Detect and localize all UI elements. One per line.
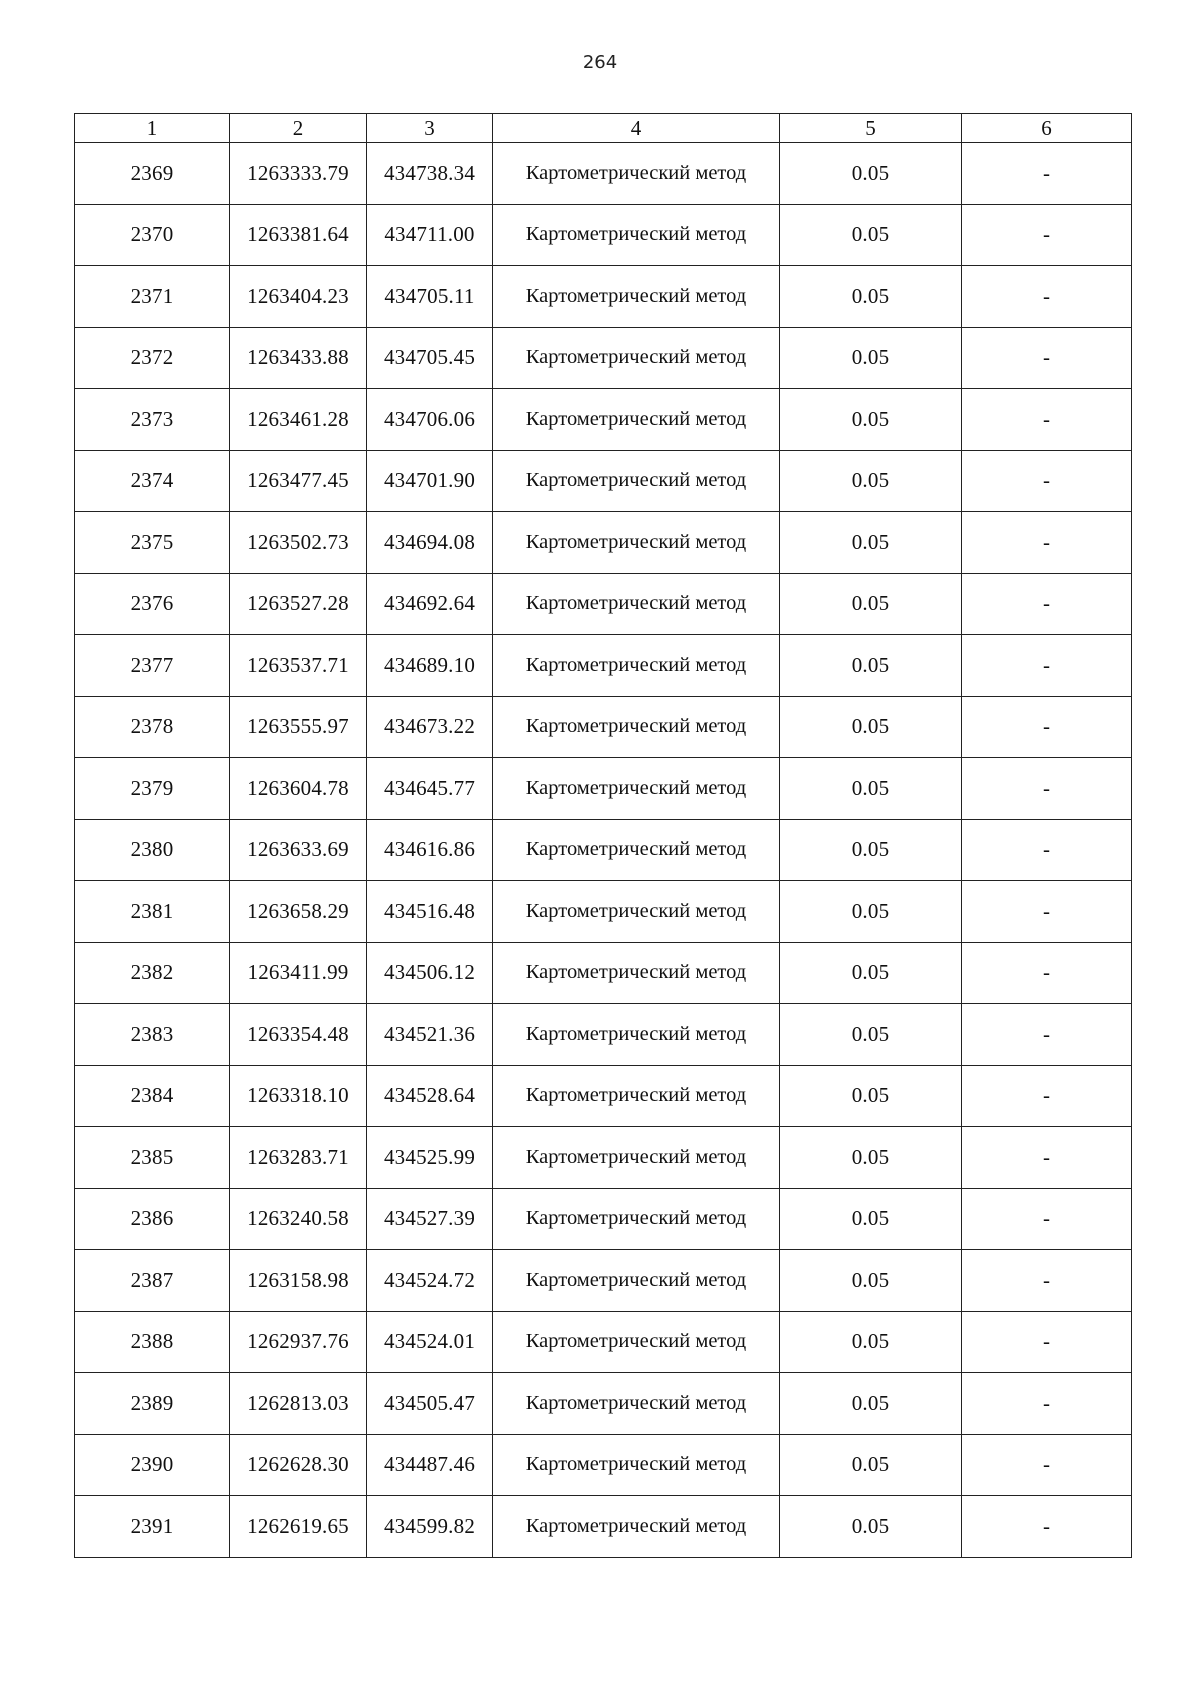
y-coordinate-cell: 434528.64 xyxy=(367,1065,493,1127)
accuracy-cell: 0.05 xyxy=(780,1250,962,1312)
page-number: 264 xyxy=(582,52,618,73)
x-coordinate-cell: 1263555.97 xyxy=(230,696,367,758)
note-cell: - xyxy=(962,204,1132,266)
x-coordinate-cell: 1263633.69 xyxy=(230,819,367,881)
x-coordinate-cell: 1262813.03 xyxy=(230,1373,367,1435)
point-number-cell: 2391 xyxy=(75,1496,230,1558)
table-row xyxy=(75,1496,1132,1558)
note-cell: - xyxy=(962,512,1132,574)
accuracy-cell: 0.05 xyxy=(780,1188,962,1250)
accuracy-cell: 0.05 xyxy=(780,573,962,635)
x-coordinate-cell: 1263333.79 xyxy=(230,143,367,205)
point-number-cell: 2376 xyxy=(75,573,230,635)
point-number-cell: 2387 xyxy=(75,1250,230,1312)
table-row xyxy=(75,819,1132,881)
y-coordinate-cell: 434521.36 xyxy=(367,1004,493,1066)
point-number-cell: 2382 xyxy=(75,942,230,1004)
x-coordinate-cell: 1262619.65 xyxy=(230,1496,367,1558)
x-coordinate-cell: 1263502.73 xyxy=(230,512,367,574)
method-cell: Картометрический метод xyxy=(493,696,780,758)
table-row xyxy=(75,1004,1132,1066)
table-row xyxy=(75,1311,1132,1373)
table-row xyxy=(75,450,1132,512)
accuracy-cell: 0.05 xyxy=(780,1434,962,1496)
accuracy-cell: 0.05 xyxy=(780,635,962,697)
table-row xyxy=(75,1127,1132,1189)
accuracy-cell: 0.05 xyxy=(780,327,962,389)
method-cell: Картометрический метод xyxy=(493,1250,780,1312)
x-coordinate-cell: 1263527.28 xyxy=(230,573,367,635)
point-number-cell: 2369 xyxy=(75,143,230,205)
point-number-cell: 2389 xyxy=(75,1373,230,1435)
coordinates-table xyxy=(74,113,1132,1558)
point-number-cell: 2374 xyxy=(75,450,230,512)
y-coordinate-cell: 434706.06 xyxy=(367,389,493,451)
point-number-cell: 2378 xyxy=(75,696,230,758)
method-cell: Картометрический метод xyxy=(493,1373,780,1435)
column-header-2: 2 xyxy=(230,114,367,143)
y-coordinate-cell: 434645.77 xyxy=(367,758,493,820)
table-row xyxy=(75,1373,1132,1435)
table-row xyxy=(75,204,1132,266)
note-cell: - xyxy=(962,1311,1132,1373)
x-coordinate-cell: 1263604.78 xyxy=(230,758,367,820)
method-cell: Картометрический метод xyxy=(493,573,780,635)
accuracy-cell: 0.05 xyxy=(780,143,962,205)
y-coordinate-cell: 434738.34 xyxy=(367,143,493,205)
point-number-cell: 2380 xyxy=(75,819,230,881)
accuracy-cell: 0.05 xyxy=(780,389,962,451)
accuracy-cell: 0.05 xyxy=(780,696,962,758)
note-cell: - xyxy=(962,573,1132,635)
point-number-cell: 2390 xyxy=(75,1434,230,1496)
point-number-cell: 2381 xyxy=(75,881,230,943)
note-cell: - xyxy=(962,327,1132,389)
accuracy-cell: 0.05 xyxy=(780,512,962,574)
table-row xyxy=(75,573,1132,635)
y-coordinate-cell: 434694.08 xyxy=(367,512,493,574)
x-coordinate-cell: 1262628.30 xyxy=(230,1434,367,1496)
table-row xyxy=(75,1434,1132,1496)
column-header-4: 4 xyxy=(493,114,780,143)
point-number-cell: 2384 xyxy=(75,1065,230,1127)
y-coordinate-cell: 434689.10 xyxy=(367,635,493,697)
point-number-cell: 2386 xyxy=(75,1188,230,1250)
accuracy-cell: 0.05 xyxy=(780,1373,962,1435)
point-number-cell: 2377 xyxy=(75,635,230,697)
note-cell: - xyxy=(962,450,1132,512)
note-cell: - xyxy=(962,881,1132,943)
x-coordinate-cell: 1263240.58 xyxy=(230,1188,367,1250)
method-cell: Картометрический метод xyxy=(493,1004,780,1066)
x-coordinate-cell: 1263537.71 xyxy=(230,635,367,697)
x-coordinate-cell: 1263411.99 xyxy=(230,942,367,1004)
point-number-cell: 2379 xyxy=(75,758,230,820)
accuracy-cell: 0.05 xyxy=(780,1311,962,1373)
note-cell: - xyxy=(962,758,1132,820)
y-coordinate-cell: 434692.64 xyxy=(367,573,493,635)
accuracy-cell: 0.05 xyxy=(780,1127,962,1189)
table-row xyxy=(75,1188,1132,1250)
column-header-3: 3 xyxy=(367,114,493,143)
method-cell: Картометрический метод xyxy=(493,635,780,697)
table-row xyxy=(75,758,1132,820)
note-cell: - xyxy=(962,1065,1132,1127)
method-cell: Картометрический метод xyxy=(493,1127,780,1189)
accuracy-cell: 0.05 xyxy=(780,1004,962,1066)
point-number-cell: 2370 xyxy=(75,204,230,266)
method-cell: Картометрический метод xyxy=(493,389,780,451)
table-row xyxy=(75,327,1132,389)
y-coordinate-cell: 434524.01 xyxy=(367,1311,493,1373)
y-coordinate-cell: 434616.86 xyxy=(367,819,493,881)
y-coordinate-cell: 434516.48 xyxy=(367,881,493,943)
method-cell: Картометрический метод xyxy=(493,143,780,205)
accuracy-cell: 0.05 xyxy=(780,266,962,328)
x-coordinate-cell: 1263461.28 xyxy=(230,389,367,451)
point-number-cell: 2371 xyxy=(75,266,230,328)
table-row xyxy=(75,635,1132,697)
method-cell: Картометрический метод xyxy=(493,512,780,574)
table-row xyxy=(75,881,1132,943)
x-coordinate-cell: 1263318.10 xyxy=(230,1065,367,1127)
table-row xyxy=(75,512,1132,574)
point-number-cell: 2372 xyxy=(75,327,230,389)
point-number-cell: 2385 xyxy=(75,1127,230,1189)
table-row xyxy=(75,696,1132,758)
method-cell: Картометрический метод xyxy=(493,819,780,881)
method-cell: Картометрический метод xyxy=(493,758,780,820)
y-coordinate-cell: 434527.39 xyxy=(367,1188,493,1250)
method-cell: Картометрический метод xyxy=(493,881,780,943)
note-cell: - xyxy=(962,1373,1132,1435)
table-row xyxy=(75,1065,1132,1127)
y-coordinate-cell: 434705.11 xyxy=(367,266,493,328)
y-coordinate-cell: 434487.46 xyxy=(367,1434,493,1496)
method-cell: Картометрический метод xyxy=(493,327,780,389)
x-coordinate-cell: 1263283.71 xyxy=(230,1127,367,1189)
note-cell: - xyxy=(962,696,1132,758)
method-cell: Картометрический метод xyxy=(493,266,780,328)
y-coordinate-cell: 434711.00 xyxy=(367,204,493,266)
note-cell: - xyxy=(962,1250,1132,1312)
accuracy-cell: 0.05 xyxy=(780,204,962,266)
note-cell: - xyxy=(962,942,1132,1004)
note-cell: - xyxy=(962,389,1132,451)
x-coordinate-cell: 1262937.76 xyxy=(230,1311,367,1373)
x-coordinate-cell: 1263158.98 xyxy=(230,1250,367,1312)
method-cell: Картометрический метод xyxy=(493,450,780,512)
y-coordinate-cell: 434505.47 xyxy=(367,1373,493,1435)
note-cell: - xyxy=(962,1127,1132,1189)
y-coordinate-cell: 434506.12 xyxy=(367,942,493,1004)
y-coordinate-cell: 434701.90 xyxy=(367,450,493,512)
note-cell: - xyxy=(962,1434,1132,1496)
method-cell: Картометрический метод xyxy=(493,942,780,1004)
point-number-cell: 2383 xyxy=(75,1004,230,1066)
note-cell: - xyxy=(962,1496,1132,1558)
method-cell: Картометрический метод xyxy=(493,1434,780,1496)
accuracy-cell: 0.05 xyxy=(780,1496,962,1558)
table-row xyxy=(75,143,1132,205)
column-header-6: 6 xyxy=(962,114,1132,143)
x-coordinate-cell: 1263658.29 xyxy=(230,881,367,943)
accuracy-cell: 0.05 xyxy=(780,942,962,1004)
note-cell: - xyxy=(962,143,1132,205)
x-coordinate-cell: 1263354.48 xyxy=(230,1004,367,1066)
point-number-cell: 2375 xyxy=(75,512,230,574)
x-coordinate-cell: 1263381.64 xyxy=(230,204,367,266)
point-number-cell: 2373 xyxy=(75,389,230,451)
accuracy-cell: 0.05 xyxy=(780,758,962,820)
method-cell: Картометрический метод xyxy=(493,204,780,266)
y-coordinate-cell: 434599.82 xyxy=(367,1496,493,1558)
note-cell: - xyxy=(962,266,1132,328)
x-coordinate-cell: 1263404.23 xyxy=(230,266,367,328)
table-body xyxy=(75,143,1132,1558)
accuracy-cell: 0.05 xyxy=(780,1065,962,1127)
note-cell: - xyxy=(962,1188,1132,1250)
y-coordinate-cell: 434673.22 xyxy=(367,696,493,758)
accuracy-cell: 0.05 xyxy=(780,819,962,881)
table-row xyxy=(75,389,1132,451)
note-cell: - xyxy=(962,1004,1132,1066)
y-coordinate-cell: 434525.99 xyxy=(367,1127,493,1189)
table-row xyxy=(75,266,1132,328)
method-cell: Картометрический метод xyxy=(493,1188,780,1250)
method-cell: Картометрический метод xyxy=(493,1311,780,1373)
accuracy-cell: 0.05 xyxy=(780,881,962,943)
column-header-5: 5 xyxy=(780,114,962,143)
table-header-row xyxy=(75,114,1132,143)
accuracy-cell: 0.05 xyxy=(780,450,962,512)
method-cell: Картометрический метод xyxy=(493,1065,780,1127)
table-row xyxy=(75,1250,1132,1312)
point-number-cell: 2388 xyxy=(75,1311,230,1373)
note-cell: - xyxy=(962,635,1132,697)
y-coordinate-cell: 434524.72 xyxy=(367,1250,493,1312)
column-header-1: 1 xyxy=(75,114,230,143)
table-row xyxy=(75,942,1132,1004)
x-coordinate-cell: 1263477.45 xyxy=(230,450,367,512)
y-coordinate-cell: 434705.45 xyxy=(367,327,493,389)
note-cell: - xyxy=(962,819,1132,881)
x-coordinate-cell: 1263433.88 xyxy=(230,327,367,389)
method-cell: Картометрический метод xyxy=(493,1496,780,1558)
